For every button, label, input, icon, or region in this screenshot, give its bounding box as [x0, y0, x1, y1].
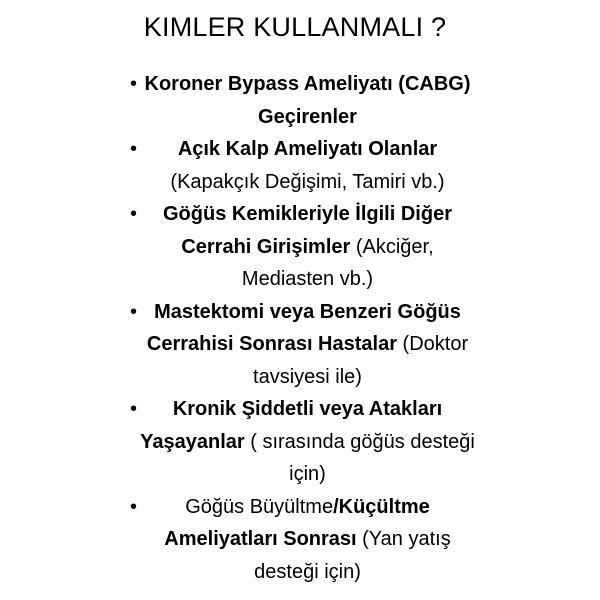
list-item-bold-text: Göğüs Kemikleriyle İlgili Diğer Cerrahi Girişimler	[163, 203, 452, 258]
list-item-bold-text: /Küçültme Ameliyatları Sonrası	[164, 495, 430, 550]
list-item-text	[140, 398, 475, 485]
bullet-icon: •	[130, 300, 138, 323]
list-item-bold-text: Kronik Şiddetli veya Atakları Yaşayanlar	[140, 398, 443, 453]
list-item-regular-text: (Akciğer, Mediasten vb.)	[241, 235, 434, 290]
list-item	[130, 133, 475, 198]
bullet-icon: •	[130, 203, 138, 225]
list-item-regular-text: (Kapakçık Değişimi, Tamiri vb.)	[170, 170, 445, 193]
list-item	[130, 491, 475, 589]
list-item-text	[163, 203, 452, 290]
page-title: KIMLER KULLANMALI ?	[143, 12, 447, 42]
list-item	[130, 393, 475, 491]
bullet-icon: •	[130, 73, 138, 95]
list-item-regular-text: (Yan yatış desteği için)	[254, 528, 451, 583]
usage-list	[130, 68, 475, 588]
list-item	[130, 68, 475, 133]
list-item-regular-text: (Doktor tavsiyesi ile)	[253, 333, 469, 388]
list-item-text	[145, 73, 471, 128]
list-item-bold-text: Açık Kalp Ameliyatı Olanlar	[177, 138, 438, 160]
list-item-bold-text: Koroner Bypass Ameliyatı (CABG) Geçirenler	[144, 73, 471, 128]
list-item-text	[170, 138, 444, 193]
bullet-icon: •	[130, 138, 138, 160]
list-item-text	[164, 496, 450, 583]
list-item-bold-text: Mastektomi veya Benzeri Göğüs Cerrahisi Sonrası Hastalar	[146, 300, 461, 355]
bullet-icon: •	[130, 398, 138, 420]
list-item	[130, 198, 475, 296]
list-item-text	[147, 301, 468, 388]
list-item-regular-text: ( sırasında göğüs desteği için)	[244, 430, 475, 485]
list-item-regular-text: Göğüs Büyültme	[185, 495, 334, 518]
list-item	[130, 296, 475, 394]
bullet-icon: •	[130, 495, 138, 518]
